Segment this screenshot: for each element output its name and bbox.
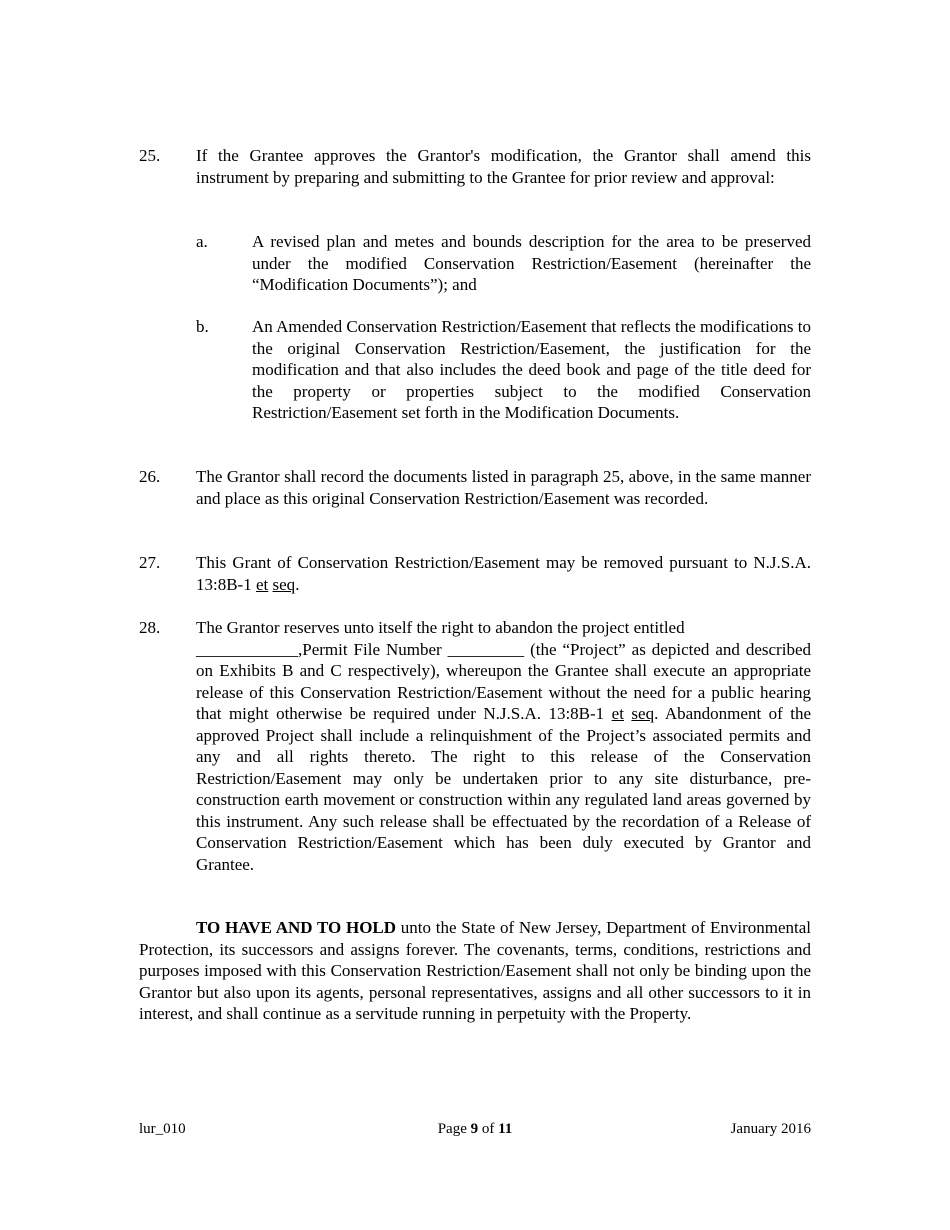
subparagraph-text: An Amended Conservation Restriction/Easement that reflects the modifications to the original Conservation Restriction/Easement, the justification for the modification and that also includes the deed book and page of the title deed for the property or properties subject to the modified Conservation Restriction/Easement set forth in the Modification Documents.: [252, 317, 811, 422]
bold-heading: TO HAVE AND TO HOLD: [196, 918, 397, 937]
text-segment: This Grant of Conservation Restriction/Easement may be removed pursuant to N.J.S.A. 13:8B-1: [196, 553, 811, 594]
underlined-seq: seq: [631, 704, 655, 723]
page-word: Page: [437, 1121, 471, 1137]
paragraph-text: [196, 617, 811, 875]
underlined-seq: seq: [272, 574, 296, 594]
paragraph-number: 28.: [139, 618, 161, 637]
of-word: of: [478, 1121, 499, 1137]
underlined-et: et: [611, 704, 624, 723]
subparagraph-letter: a.: [196, 232, 208, 251]
text-segment: .: [295, 574, 300, 594]
text-segment: . Abandonment of the approved Project shall include a relinquishment of the Project’s associated permits and any and all rights thereto. The right to this release of the Conservation Restriction/Easement may only be undertaken prior to any site disturbance, pre-construction earth movement or construction within any regulated land areas governed by this instrument. Any such release shall be effectuated by the recordation of a Release of Conservation Restriction/Easement which has been duly executed by Grantor and Grantee.: [196, 704, 812, 874]
page-number: [139, 1121, 811, 1138]
paragraph-text: If the Grantee approves the Grantor's modification, the Grantor shall amend this instrument by preparing and submitting to the Grantee for prior review and approval:: [196, 146, 811, 187]
total-pages: 11: [498, 1121, 513, 1137]
paragraph-text: [196, 552, 811, 595]
subparagraph-25a: [196, 231, 811, 296]
text-line: The Grantor reserves unto itself the right to abandon the project entitled: [196, 618, 685, 637]
paragraph-number: 25.: [139, 146, 161, 165]
revision-date: January 2016: [730, 1121, 811, 1137]
subparagraph-25b: [196, 316, 811, 424]
paragraph-number: 27.: [139, 553, 161, 572]
subparagraph-text: A revised plan and metes and bounds description for the area to be preserved under the modified Conservation Restriction/Easement (hereinafter the “Modification Documents”); and: [252, 232, 811, 294]
page-footer: [139, 1121, 811, 1141]
paragraph-28: [139, 617, 811, 875]
text-segment: ____________,Permit File Number _________ (the “Project” as depicted and described on Exhibits B and C respectively), whereupon the Grantee shall execute an appropriate release of this Conservation Restriction/Easement without the need for a public hearing that might otherwise be required under N.J.S.A. 13:8B-1: [196, 639, 811, 723]
form-id: lur_010: [139, 1121, 186, 1137]
subparagraph-letter: b.: [196, 317, 209, 336]
paragraph-text: The Grantor shall record the documents listed in paragraph 25, above, in the same manner and place as this original Conservation Restriction/Easement was recorded.: [196, 467, 811, 508]
habendum-paragraph: [139, 917, 811, 1025]
text-segment: unto the State of New Jersey, Department of Environmental Protection, its successors and assigns forever. The covenants, terms, conditions, restrictions and purposes imposed with this Conservation Restriction/Easement shall not only be binding upon the Grantor but also upon its agents, personal representatives, assigns and all other successors to it in interest, and shall continue as a servitude running in perpetuity with the Property.: [139, 918, 811, 1023]
current-page: 9: [470, 1121, 479, 1137]
paragraph-26: [139, 466, 811, 509]
paragraph-number: 26.: [139, 467, 161, 486]
paragraph-25: [139, 145, 811, 188]
underlined-et: et: [255, 574, 269, 594]
paragraph-27: [139, 552, 811, 595]
